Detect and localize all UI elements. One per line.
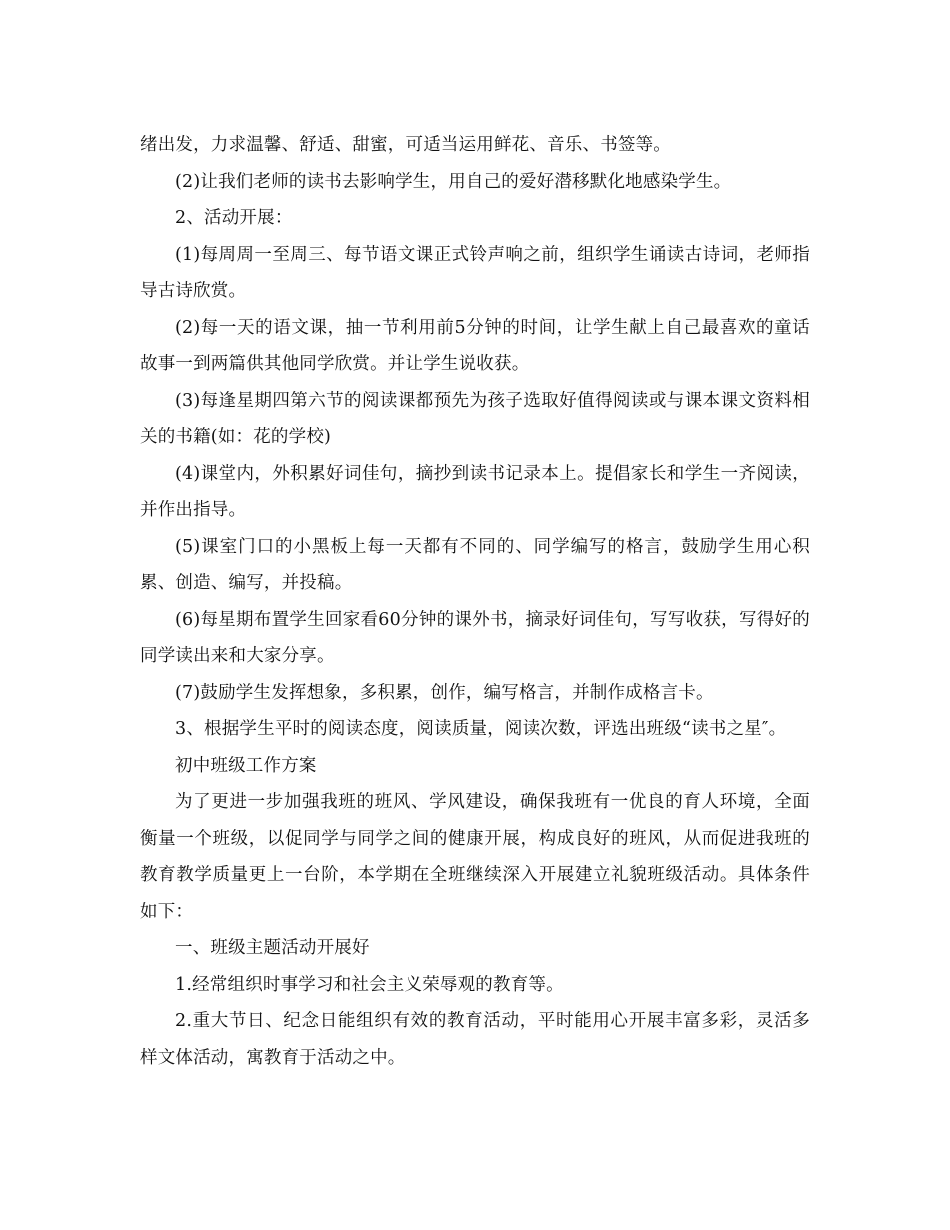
- paragraph: (2)每一天的语文课，抽一节利用前5分钟的时间，让学生献上自己最喜欢的童话故事一到两篇供其他同学欣赏。并让学生说收获。: [140, 317, 810, 374]
- paragraph: (2)让我们老师的读书去影响学生，用自己的爱好潜移默化地感染学生。: [175, 171, 732, 192]
- paragraph: (7)鼓励学生发挥想象，多积累，创作，编写格言，并制作成格言卡。: [175, 682, 714, 703]
- paragraph: 3、根据学生平时的阅读态度，阅读质量，阅读次数，评选出班级“读书之星″。: [175, 719, 787, 739]
- paragraph: 为了更进一步加强我班的班风、学风建设，确保我班有一优良的育人环境，全面衡量一个班级，以促同学与同学之间的健康开展，构成良好的班风，从而促进我班的教育教学质量更上一台阶，本学期在全班继续深入开展建立礼貌班级活动。具体条件如下：: [140, 792, 810, 922]
- document-body: [140, 127, 810, 1076]
- paragraph: (4)课堂内，外积累好词佳句，摘抄到读书记录本上。提倡家长和学生一齐阅读，并作出指导。: [140, 463, 810, 520]
- section-heading: 一、班级主题活动开展好: [175, 938, 370, 958]
- document-title: 初中班级工作方案: [175, 755, 317, 776]
- section-heading: 2、活动开展：: [175, 208, 293, 228]
- paragraph: (1)每周周一至周三、每节语文课正式铃声响之前，组织学生诵读古诗词，老师指导古诗欣赏。: [140, 244, 810, 301]
- paragraph: (3)每逢星期四第六节的阅读课都预先为孩子选取好值得阅读或与课本课文资料相关的书籍(如：花的学校): [140, 390, 810, 447]
- paragraph: (5)课室门口的小黑板上每一天都有不同的、同学编写的格言，鼓励学生用心积累、创造、编写，并投稿。: [140, 536, 810, 593]
- paragraph: 2.重大节日、纪念日能组织有效的教育活动，平时能用心开展丰富多彩，灵活多样文体活动，寓教育于活动之中。: [140, 1011, 810, 1068]
- paragraph: 1.经常组织时事学习和社会主义荣辱观的教育等。: [175, 974, 564, 995]
- paragraph: (6)每星期布置学生回家看60分钟的课外书，摘录好词佳句，写写收获，写得好的同学读出来和大家分享。: [140, 609, 810, 666]
- paragraph: 绪出发，力求温馨、舒适、甜蜜，可适当运用鲜花、音乐、书签等。: [140, 135, 671, 155]
